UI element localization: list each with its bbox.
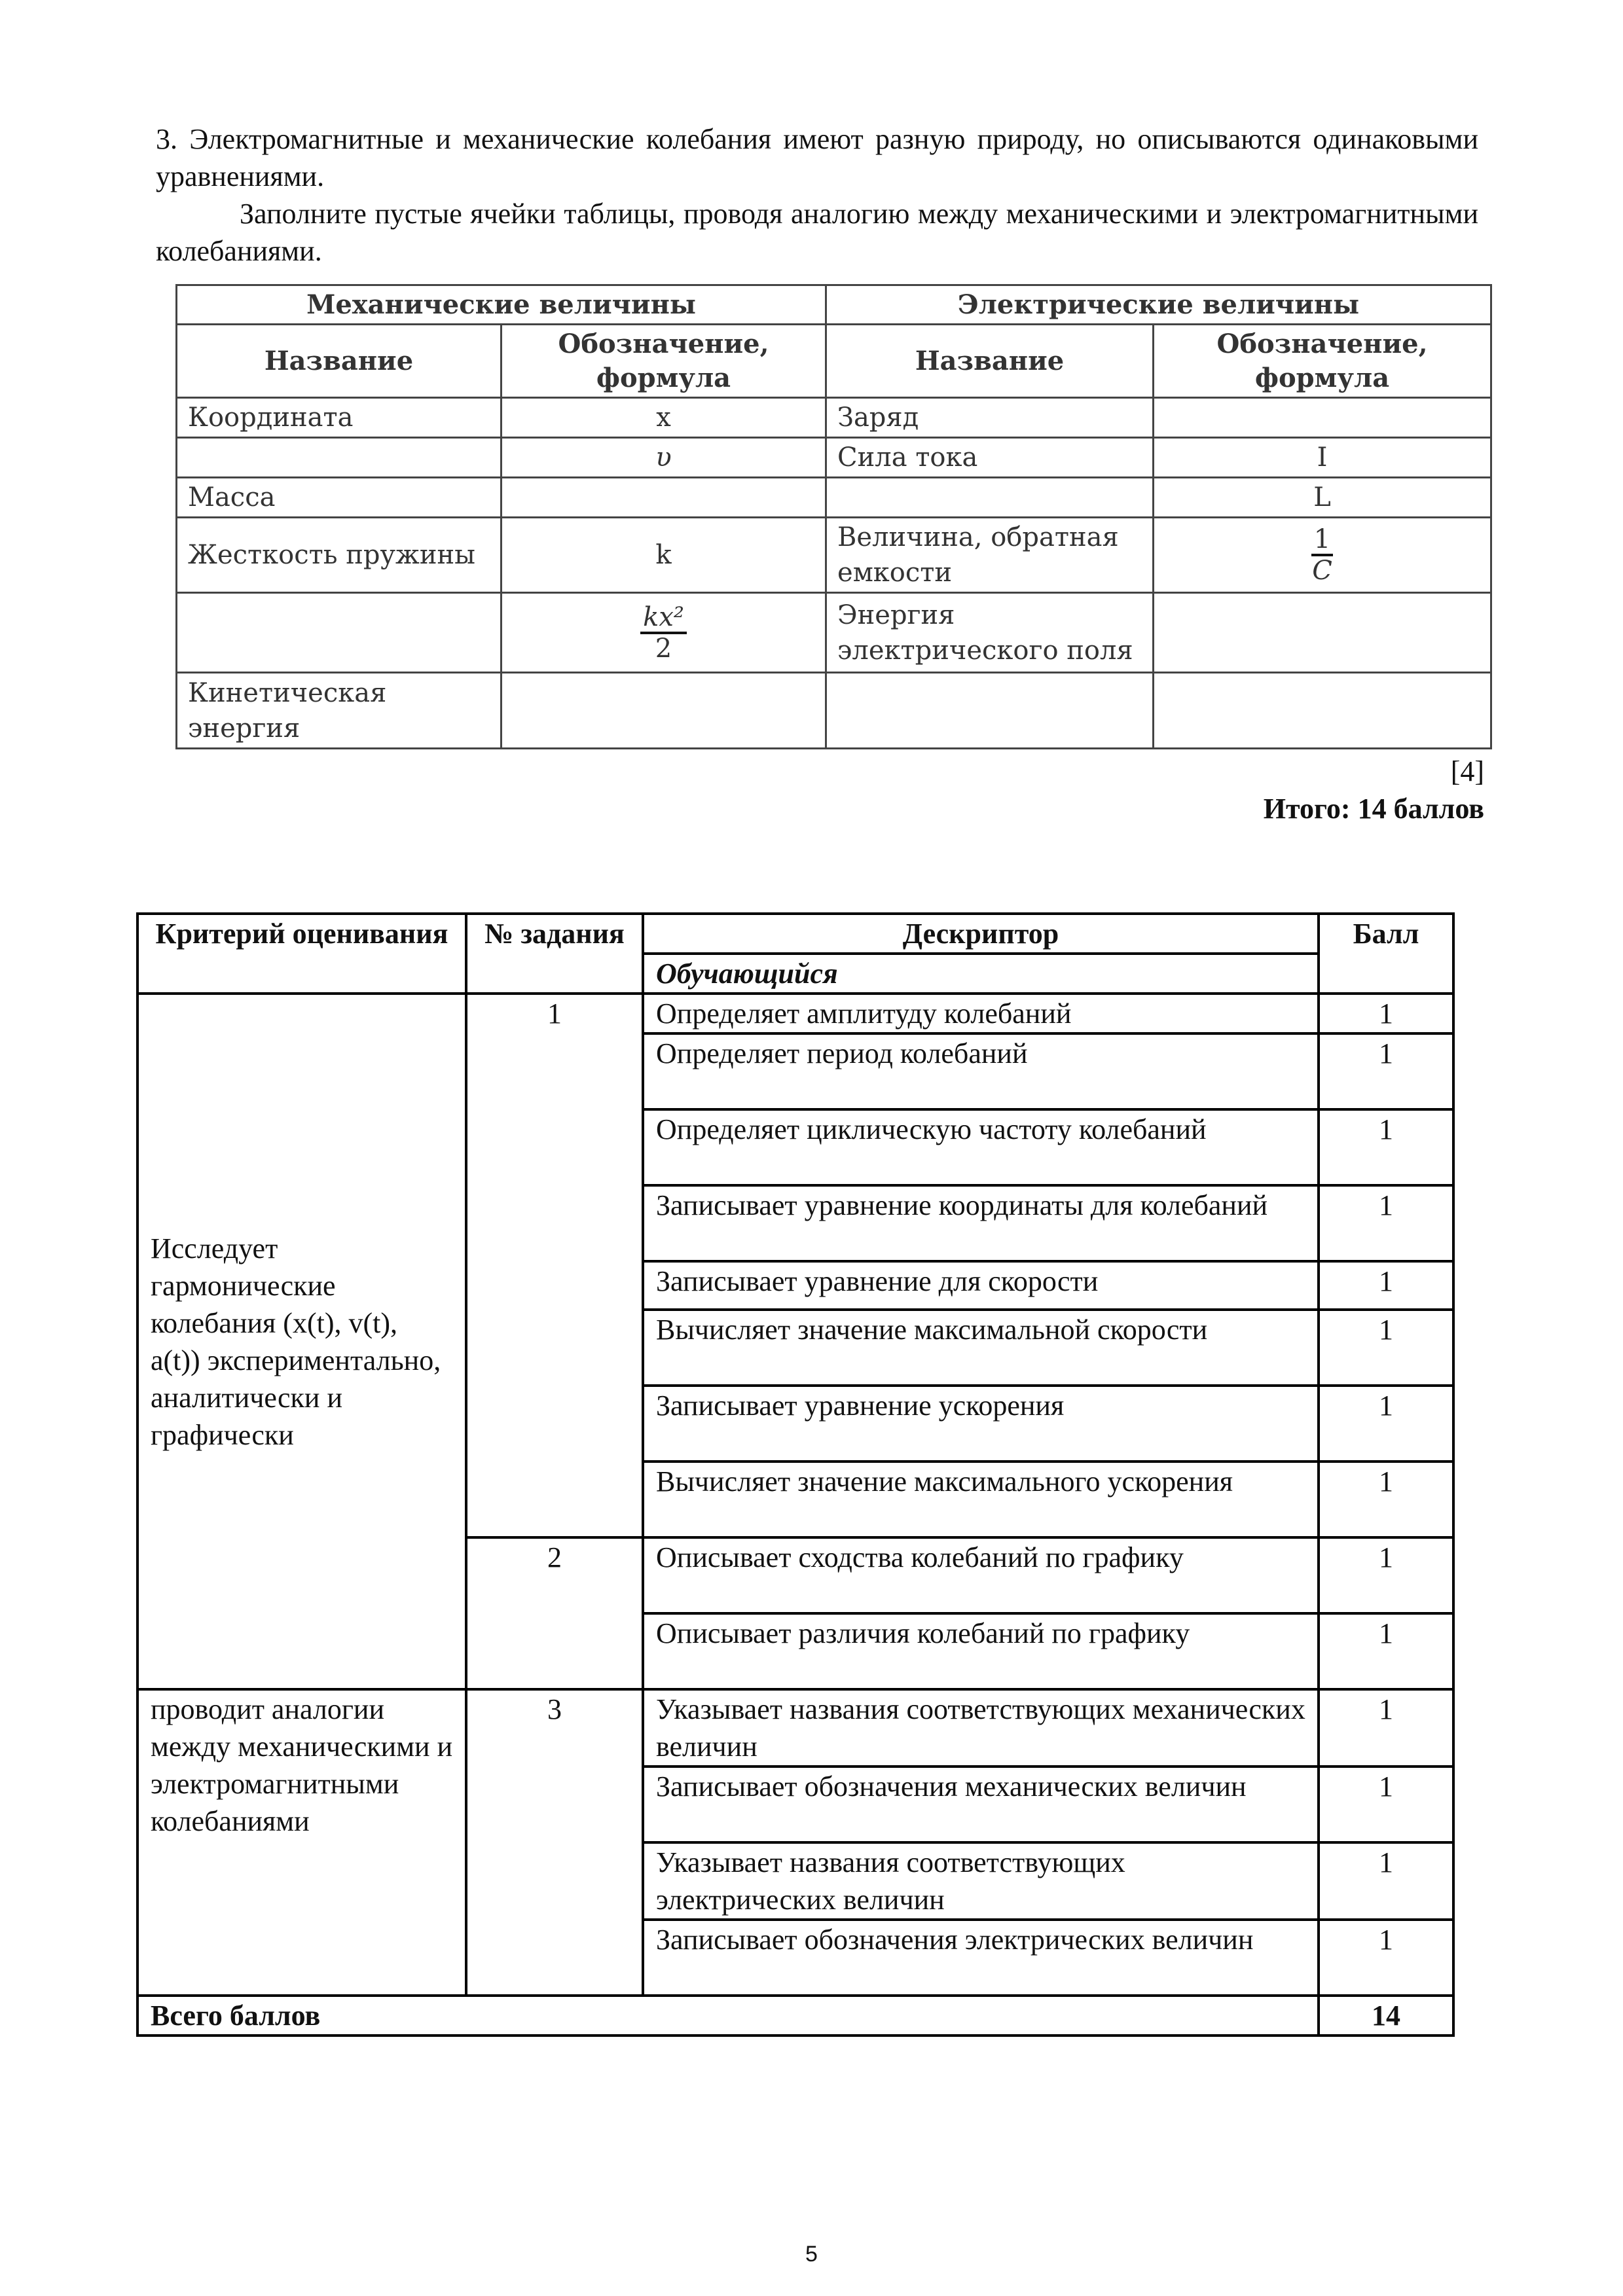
total-points: 14 bbox=[1319, 1996, 1453, 2036]
mech-name-cell bbox=[177, 593, 501, 673]
task-score: [4] bbox=[1450, 755, 1484, 787]
mech-name-header: Название bbox=[177, 325, 501, 398]
mech-symbol-cell bbox=[501, 478, 826, 518]
mech-symbol-cell: υ bbox=[501, 438, 826, 478]
task-number-cell: 3 bbox=[466, 1689, 643, 1996]
mech-name-cell bbox=[177, 438, 501, 478]
points-cell: 1 bbox=[1319, 1033, 1453, 1109]
descriptor-cell: Описывает различия колебаний по графику bbox=[643, 1613, 1319, 1689]
analogy-row bbox=[177, 478, 1491, 518]
descriptor-cell: Записывает обозначения механических величин bbox=[643, 1767, 1319, 1842]
criterion-cell: проводит аналогии между механическими и электромагнитными колебаниями bbox=[137, 1689, 466, 1996]
mech-symbol-cell bbox=[501, 593, 826, 673]
mech-symbol-cell bbox=[501, 673, 826, 749]
page-number: 5 bbox=[805, 2242, 818, 2267]
rubric-row bbox=[137, 1689, 1453, 1767]
points-cell: 1 bbox=[1319, 1920, 1453, 1996]
fraction-numerator: 1 bbox=[1311, 526, 1333, 556]
elec-name-header: Название bbox=[826, 325, 1154, 398]
mech-name-cell: Координата bbox=[177, 398, 501, 438]
criterion-cell: Исследует гармонические колебания (x(t), v(t), a(t)) экспериментально, аналитически и графически bbox=[137, 994, 466, 1689]
criterion-header: Критерий оценивания bbox=[137, 914, 466, 994]
analogy-row bbox=[177, 593, 1491, 673]
task-text bbox=[156, 120, 1478, 270]
rubric-total-row bbox=[137, 1996, 1453, 2036]
mech-name-cell: Жесткость пружины bbox=[177, 518, 501, 593]
elec-name-cell: Величина, обратная емкости bbox=[826, 518, 1154, 593]
points-cell: 1 bbox=[1319, 1842, 1453, 1920]
analogy-row bbox=[177, 518, 1491, 593]
descriptor-cell: Вычисляет значение максимальной скорости bbox=[643, 1310, 1319, 1386]
elec-name-cell: Сила тока bbox=[826, 438, 1154, 478]
points-cell: 1 bbox=[1319, 1613, 1453, 1689]
points-cell: 1 bbox=[1319, 1261, 1453, 1310]
potential-energy-formula bbox=[640, 601, 687, 664]
task-paragraph-2: Заполните пустые ячейки таблицы, проводя аналогию между механическими и электромагнитными колебаниями. bbox=[156, 198, 1478, 267]
elec-symbol-cell bbox=[1154, 518, 1491, 593]
descriptor-cell: Указывает названия соответствующих механических величин bbox=[643, 1689, 1319, 1767]
task-number-header: № задания bbox=[466, 914, 643, 994]
task-number-cell: 2 bbox=[466, 1537, 643, 1689]
elec-symbol-cell bbox=[1154, 398, 1491, 438]
total-label: Всего баллов bbox=[137, 1996, 1319, 2036]
points-cell: 1 bbox=[1319, 1386, 1453, 1462]
descriptor-cell: Определяет амплитуду колебаний bbox=[643, 994, 1319, 1033]
elec-symbol-cell: I bbox=[1154, 438, 1491, 478]
task-number-cell: 1 bbox=[466, 994, 643, 1537]
mech-name-cell: Кинетическая энергия bbox=[177, 673, 501, 749]
elec-group-header: Электрические величины bbox=[826, 285, 1491, 325]
points-cell: 1 bbox=[1319, 1537, 1453, 1613]
mech-symbol-header: Обозначение, формула bbox=[501, 325, 826, 398]
points-cell: 1 bbox=[1319, 1185, 1453, 1261]
points-cell: 1 bbox=[1319, 1689, 1453, 1767]
points-cell: 1 bbox=[1319, 1462, 1453, 1537]
elec-symbol-cell: L bbox=[1154, 478, 1491, 518]
descriptor-cell: Определяет период колебаний bbox=[643, 1033, 1319, 1109]
rubric-table bbox=[136, 912, 1455, 2037]
points-cell: 1 bbox=[1319, 1310, 1453, 1386]
descriptor-cell: Определяет циклическую частоту колебаний bbox=[643, 1109, 1319, 1185]
fraction-denominator: C bbox=[1312, 556, 1332, 586]
fraction-numerator: kx² bbox=[640, 604, 687, 634]
elec-name-cell: Энергия электрического поля bbox=[826, 593, 1154, 673]
elec-name-cell: Заряд bbox=[826, 398, 1154, 438]
points-cell: 1 bbox=[1319, 1767, 1453, 1842]
elec-symbol-header: Обозначение, формула bbox=[1154, 325, 1491, 398]
elec-name-cell bbox=[826, 673, 1154, 749]
descriptor-cell: Записывает уравнение ускорения bbox=[643, 1386, 1319, 1462]
fraction-denominator: 2 bbox=[655, 633, 672, 664]
elec-name-cell bbox=[826, 478, 1154, 518]
descriptor-cell: Указывает названия соответствующих электрических величин bbox=[643, 1842, 1319, 1920]
rubric-row bbox=[137, 994, 1453, 1033]
mech-symbol-cell: k bbox=[501, 518, 826, 593]
total-score-line: Итого: 14 баллов bbox=[1263, 793, 1484, 825]
descriptor-cell: Записывает уравнение для скорости bbox=[643, 1261, 1319, 1310]
analogy-table bbox=[175, 284, 1492, 749]
mech-name-cell: Масса bbox=[177, 478, 501, 518]
descriptor-cell: Описывает сходства колебаний по графику bbox=[643, 1537, 1319, 1613]
points-cell: 1 bbox=[1319, 994, 1453, 1033]
descriptor-cell: Записывает уравнение координаты для колебаний bbox=[643, 1185, 1319, 1261]
descriptor-header: Дескриптор bbox=[643, 914, 1319, 954]
mech-symbol-cell: x bbox=[501, 398, 826, 438]
analogy-row bbox=[177, 438, 1491, 478]
analogy-row bbox=[177, 398, 1491, 438]
elec-symbol-cell bbox=[1154, 673, 1491, 749]
inverse-capacitance-formula bbox=[1311, 526, 1333, 584]
descriptor-cell: Записывает обозначения электрических величин bbox=[643, 1920, 1319, 1996]
mech-group-header: Механические величины bbox=[177, 285, 826, 325]
analogy-row bbox=[177, 673, 1491, 749]
descriptor-cell: Вычисляет значение максимального ускорения bbox=[643, 1462, 1319, 1537]
elec-symbol-cell bbox=[1154, 593, 1491, 673]
points-header: Балл bbox=[1319, 914, 1453, 994]
learner-subheader: Обучающийся bbox=[643, 954, 1319, 994]
points-cell: 1 bbox=[1319, 1109, 1453, 1185]
task-paragraph-1: 3. Электромагнитные и механические колебания имеют разную природу, но описываются одинаковыми уравнениями. bbox=[156, 123, 1478, 192]
